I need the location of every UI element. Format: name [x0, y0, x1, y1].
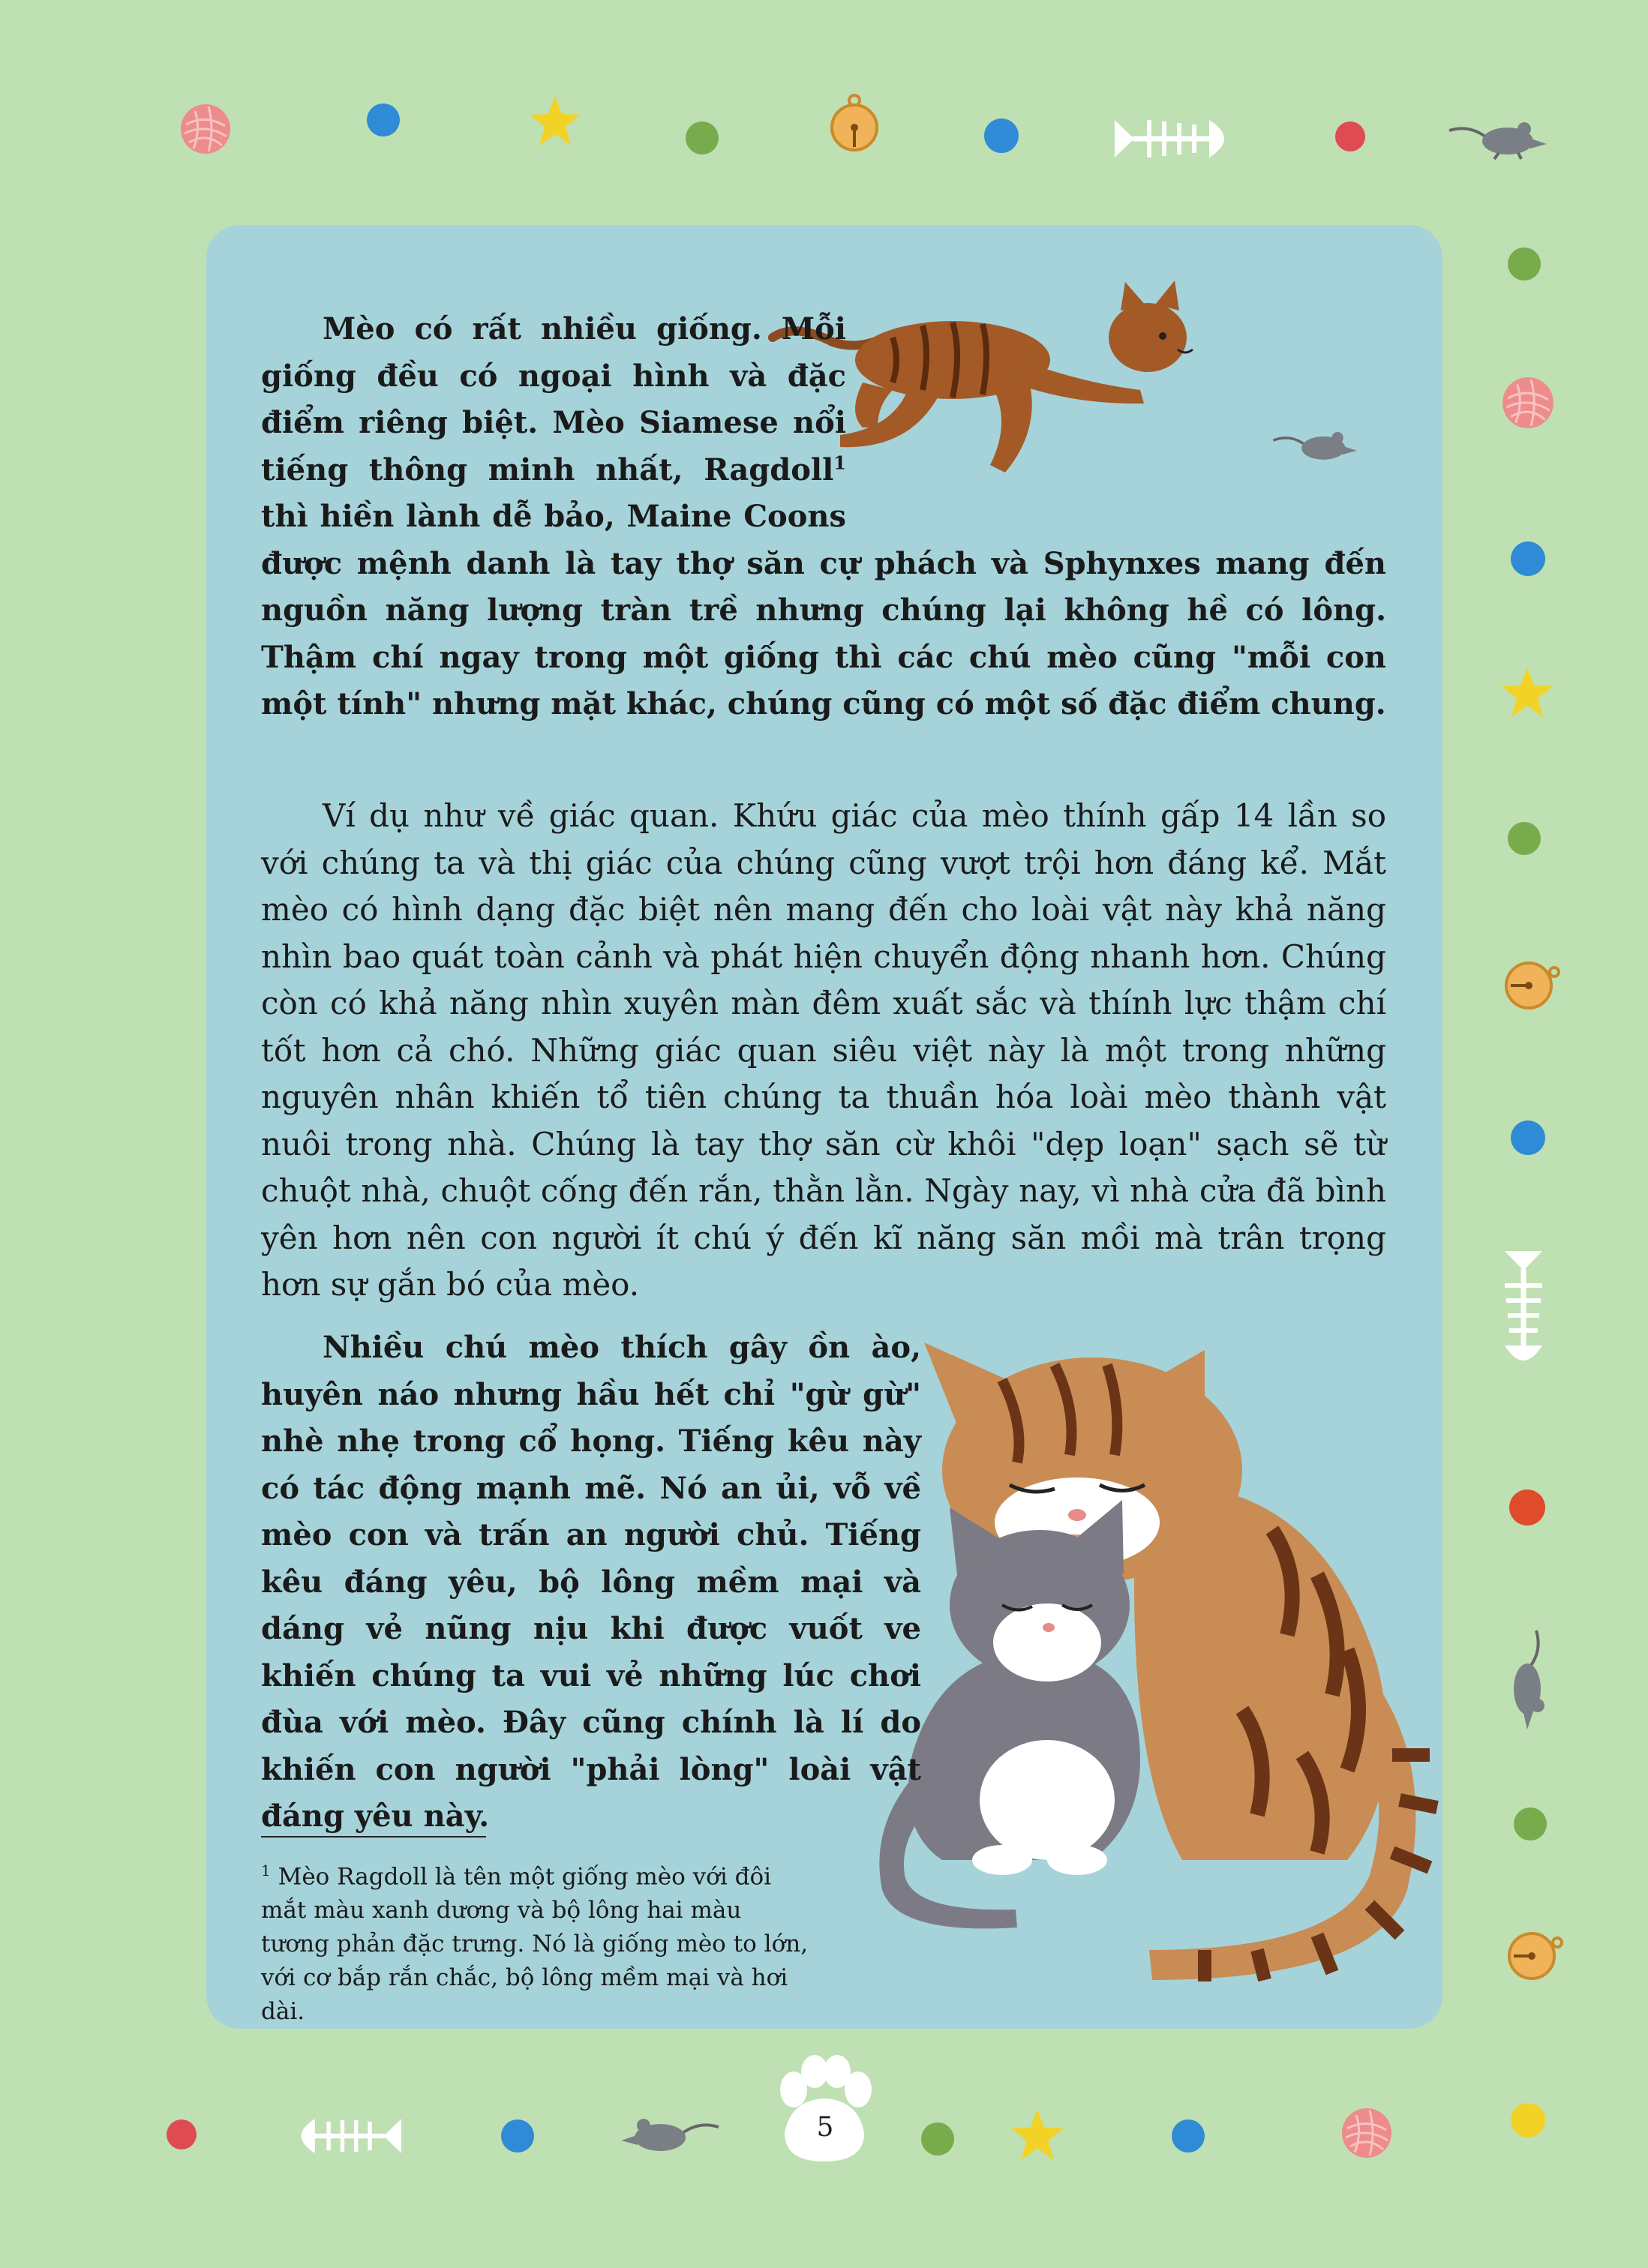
footnote [261, 1854, 816, 2029]
fish-bone-icon [1497, 1248, 1550, 1376]
fish-bone-icon [1112, 112, 1239, 165]
dot-decoration [921, 2122, 954, 2156]
dot-decoration [1508, 822, 1541, 855]
dot-decoration [501, 2120, 534, 2152]
dot-decoration [1335, 122, 1365, 152]
yarn-ball-icon [179, 102, 233, 156]
footnote-reference: 1 [833, 452, 846, 474]
bell-icon [1500, 957, 1560, 1012]
mouse-icon [617, 2112, 722, 2157]
dot-decoration [1511, 1120, 1545, 1155]
dot-decoration [1509, 1490, 1545, 1526]
dot-decoration [984, 118, 1019, 153]
dot-decoration [1511, 2103, 1545, 2138]
mouse-icon [1446, 116, 1551, 160]
footnote-marker: 1 [261, 1862, 271, 1880]
dot-decoration [1511, 542, 1545, 576]
bell-icon [827, 93, 881, 153]
paragraph-breeds-text-rest: thì hiền lành dễ bảo, Maine Coons được mệnh danh là tay thợ săn cự phách và Sphynxes mang đến nguồn năng lượng tràn trề nhưng chúng lại không hề có lông. Thậm chí ngay trong một giống thì các chú mèo cũng "mỗi con một tính" nhưng mặt khác, chúng cũng có một số đặc điểm chung. [261, 499, 1386, 722]
dot-decoration [1172, 2120, 1205, 2152]
star-icon [1010, 2108, 1065, 2162]
bell-icon [1503, 1928, 1563, 1983]
paragraph-breeds-text: Mèo có rất nhiều giống. Mỗi giống đều có ngoại hình và đặc điểm riêng biệt. Mèo Siamese nổi tiếng thông minh nhất, Ragdoll [261, 311, 846, 488]
mother-cat-kitten-illustration [852, 1335, 1467, 2010]
paw-icon [768, 2055, 881, 2164]
star-icon [528, 94, 582, 147]
dot-decoration [167, 2120, 197, 2150]
paragraph-purring: Nhiều chú mèo thích gây ồn ào, huyên náo nhưng hầu hết chỉ "gừ gừ" nhè nhẹ trong cổ họng. Tiếng kêu này có tác động mạnh mẽ. Nó an ủi, vỗ về mèo con và trấn an người chủ. Tiếng kêu đáng yêu, bộ lông mềm mại và dáng vẻ nũng nịu khi được vuốt ve khiến chúng ta vui vẻ những lúc chơi đùa với mèo. Đây cũng chính là lí do khiến con người "phải lòng" loài vật đáng yêu này. [261, 1330, 921, 1834]
paragraph-senses: Ví dụ như về giác quan. Khứu giác của mèo thính gấp 14 lần so với chúng ta và thị giác của chúng cũng vượt trội hơn đáng kể. Mắt mèo có hình dạng đặc biệt nên mang đến cho loài vật này khả năng nhìn bao quát toàn cảnh và phát hiện chuyển động nhanh hơn. Chúng còn có khả năng nhìn xuyên màn đêm xuất sắc và thính lực thậm chí tốt hơn cả chó. Những giác quan siêu việt này là một trong những nguyên nhân khiến tổ tiên chúng ta thuần hóa loài mèo thành vật nuôi trong nhà. Chúng là tay thợ săn cừ khôi "dẹp loạn" sạch sẽ từ chuột nhà, chuột cống đến rắn, thằn lằn. Ngày nay, vì nhà cửa đã bình yên hơn nên con người ít chú ý đến kĩ năng săn mồi mà trân trọng hơn sự gắn bó của mèo. [261, 797, 1386, 1303]
dot-decoration [367, 104, 400, 136]
fish-bone-icon [284, 2112, 408, 2160]
dot-decoration [686, 122, 719, 154]
dot-decoration [1514, 1808, 1547, 1840]
yarn-ball-icon [1500, 375, 1556, 430]
star-icon [1500, 666, 1554, 718]
mouse-icon [1506, 1628, 1551, 1732]
yarn-ball-icon [1340, 2106, 1394, 2160]
page-number: 5 [816, 2112, 834, 2143]
footnote-text: Mèo Ragdoll là tên một giống mèo với đôi mắt màu xanh dương và bộ lông hai màu tương phản đặc trưng. Nó là giống mèo to lớn, với cơ bắp rắn chắc, bộ lông mềm mại và hơi dài. [261, 1863, 809, 2026]
paragraph-breeds [261, 306, 1386, 728]
footnote-divider [261, 1836, 486, 1838]
illustration-float-spacer [846, 306, 1386, 538]
dot-decoration [1508, 248, 1541, 280]
